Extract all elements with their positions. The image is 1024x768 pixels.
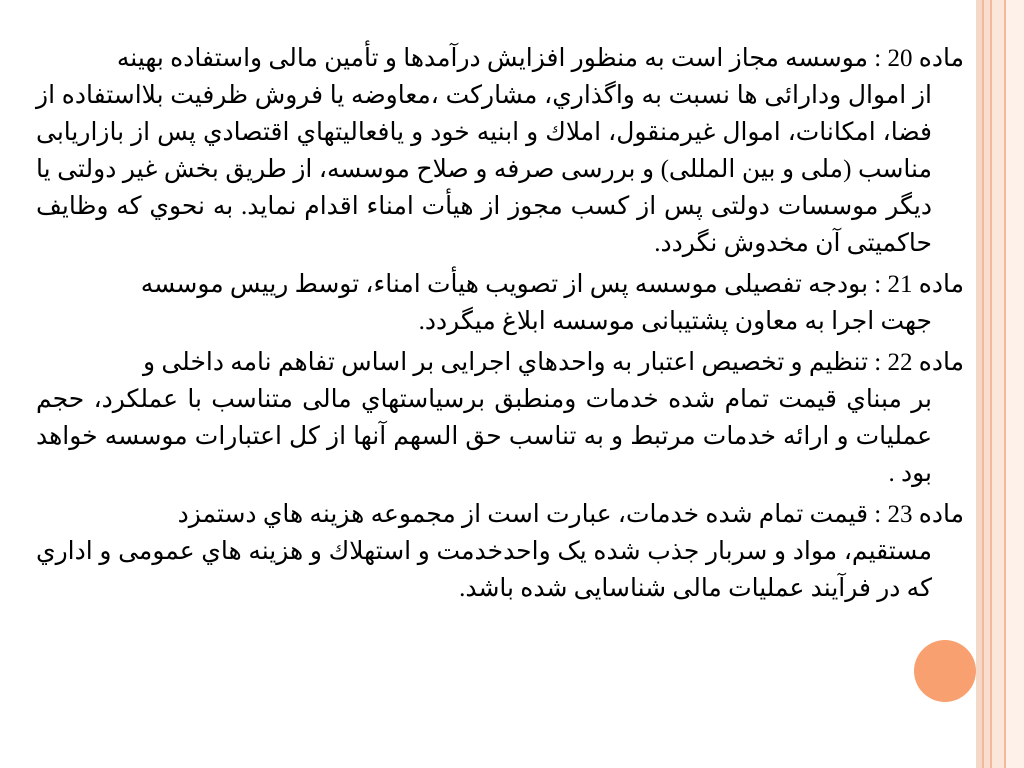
article-20	[36, 40, 964, 262]
article-text: جهت اجرا به معاون پشتيبانی موسسه ابلاغ ميگردد.	[418, 308, 932, 335]
article-text: مستقيم، مواد و سربار جذب شده يک واحدخدمت و استهلاك و هزينه هاي عمومی و اداري كه در فرآيند عمليات مالی شناسايی شده باشد.	[36, 538, 932, 602]
decor-circle	[914, 640, 976, 702]
article-heading-line: ماده 23 : قيمت تمام شده خدمات، عبارت است از مجموعه هزينه هاي دستمزد	[177, 501, 964, 528]
article-21	[36, 266, 964, 340]
article-text: بر مبناي قيمت تمام شده خدمات ومنطبق برسياستهاي مالی متناسب با عملكرد، حجم عمليات و ارائه خدمات مرتبط و به تناسب حق السهم آنها از كل اعتبارات موسسه خواهد بود .	[36, 386, 932, 487]
article-text: از اموال ودارائی ها نسبت به واگذاري، مشاركت ،معاوضه يا فروش ظرفيت بلااستفاده از فضا، امكانات، اموال غيرمنقول، املاك و ابنيه خود و يافعاليتهاي اقتصادي پس از بازاريابی مناسب (ملی و بين المللی) و بررسی صرفه و صلاح موسسه، از طريق بخش غير دولتی يا ديگر موسسات دولتی پس از كسب مجوز از هيأت امناء اقدام نمايد. به نحوي كه وظايف حاكميتی آن مخدوش نگردد.	[36, 82, 932, 257]
decor-stripe	[1006, 0, 1024, 768]
decor-stripe	[992, 0, 1004, 768]
article-heading-line: ماده 20 : موسسه مجاز است به منظور افزايش درآمدها و تأمين مالی واستفاده بهينه	[116, 45, 964, 72]
article-22	[36, 344, 964, 492]
article-heading-line: ماده 22 : تنظيم و تخصيص اعتبار به واحدهاي اجرايی بر اساس تفاهم نامه داخلی و	[143, 349, 964, 376]
article-heading-line: ماده 21 : بودجه تفصيلی موسسه پس از تصويب هيأت امناء، توسط رييس موسسه	[140, 271, 964, 298]
article-23	[36, 496, 964, 607]
slide-body	[36, 40, 964, 611]
